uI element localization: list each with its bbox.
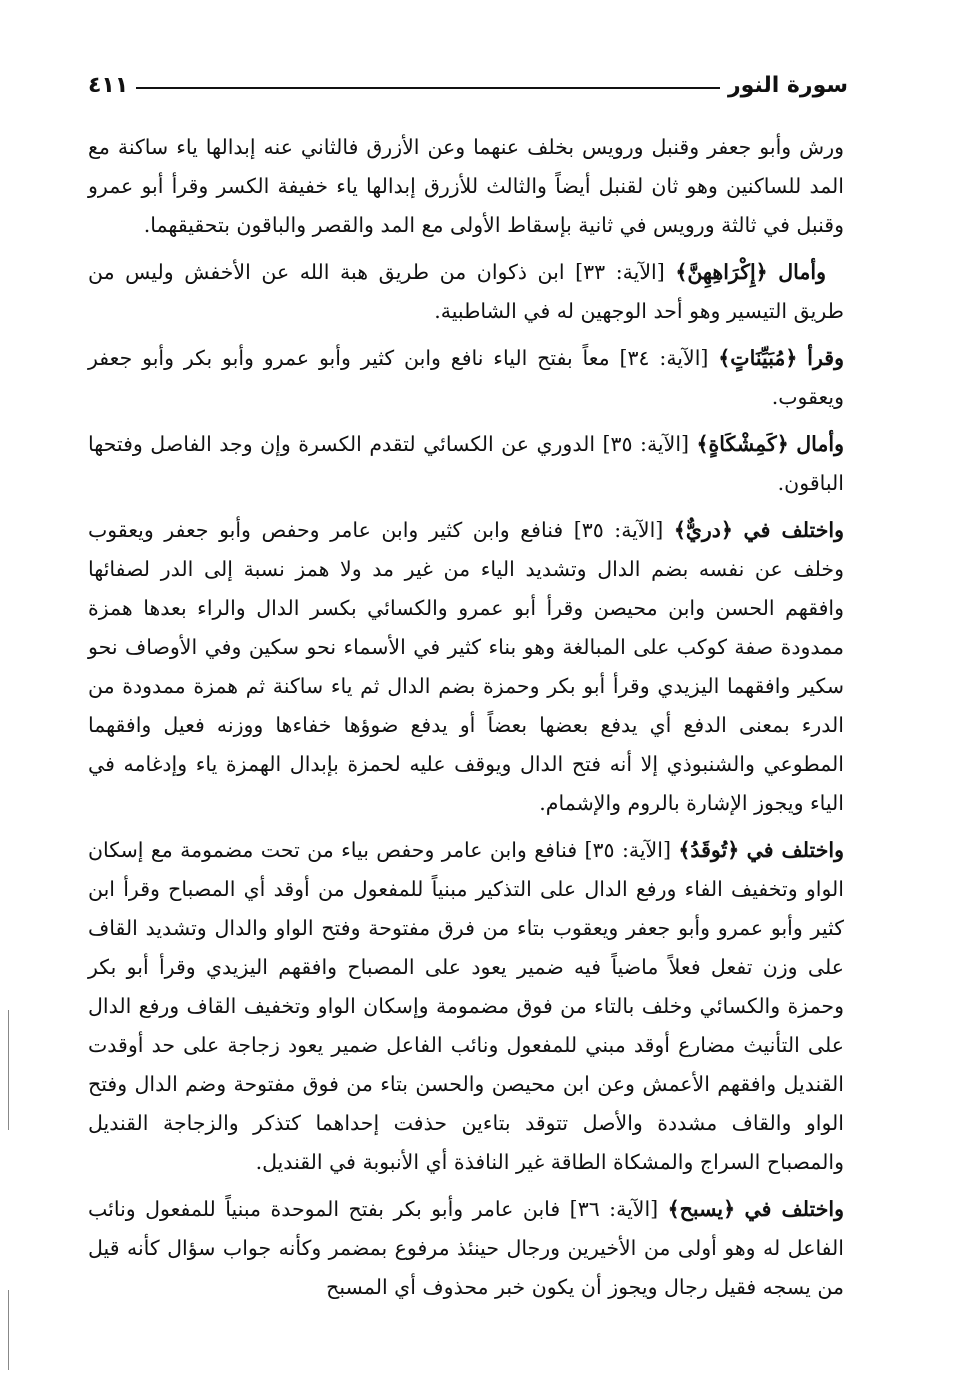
quran-word: ﴿مُبَيِّنَاتٍ﴾ — [718, 346, 798, 370]
paragraph-lead: وأمال — [796, 432, 844, 456]
paragraph-text: [الآية: ٣٥] فنافع وابن عامر وحفص بياء من تحت مضمومة مع إسكان الواو وتخفيف الفاء ورفع الدال على التذكير مبنياً للمفعول من أوقد أي المصباح وقرأ ابن كثير وأبو عمرو وأبو جعفر ويعقوب بتاء من فرق مفتوحة وفتح الواو والدال وتشديد القاف على وزن تفعل فعلاً ماضياً فيه ضمير يعود على المصباح وافقهم اليزيدي وقرأ أبو بكر وحمزة والكسائي وخلف بالتاء من فوق مضمومة وإسكان الواو وتخفيف القاف ورفع الدال على التأنيث مضارع أوقد مبني للمفعول ونائب الفاعل ضمير يعود زجاجة على حد أوقدت القنديل وافقهم الأعمش وعن ابن محيصن والحسن بتاء من فوق مفتوحة وضم الدال وفتح الواو والقاف مشددة والأصل تتوقد بتاءين حذفت إحداهما كتذكر والزجاجة القنديل والمصباح السراج والمشكاة الطاقة غير النافذة أي الأنبوبة في القنديل. — [88, 838, 844, 1174]
paragraph-7 — [88, 1190, 844, 1307]
paragraph-lead: واختلف في — [743, 518, 844, 542]
quran-word: ﴿إِكْرَاهِهِنَّ﴾ — [675, 260, 768, 284]
header-rule — [136, 87, 720, 89]
paragraph-text: [الآية: ٣٥] الدوري عن الكسائي لتقدم الكسرة وإن وجد الفاصل وفتحها الباقون. — [88, 432, 844, 495]
page-number: ٤١١ — [88, 73, 129, 98]
scan-edge-mark — [8, 1290, 9, 1370]
paragraph-text: [الآية: ٣٥] فنافع وابن كثير وابن عامر وحفص وأبو جعفر ويعقوب وخلف عن نفسه بضم الدال وتشديد الياء من غير مد ولا همز نسبة إلى الدر لصفائها وافقهم الحسن وابن محيصن وقرأ أبو عمرو والكسائي بكسر الدال والراء بعدها همزة ممدودة صفة كوكب على المبالغة وهو بناء كثير في الأسماء نحو سكين وفي الأوصاف نحو سكير وافقهما اليزيدي وقرأ أبو بكر وحمزة بضم الدال ثم ياء ساكنة ثم همزة ممدودة من الدرء بمعنى الدفع أي يدفع بعضها بعضاً أو يدفع ضوؤها خفاءها ووزنه فعيل وافقهما المطوعي والشنبوذي إلا أنه فتح الدال ويوقف عليه لحمزة بإبدال الهمزة ياء وإدغامه في الياء ويجوز الإشارة بالروم والإشمام. — [88, 518, 844, 815]
page-body — [88, 128, 844, 1315]
page-header — [88, 58, 848, 98]
quran-word: ﴿كَمِشْكَاةٍ﴾ — [696, 432, 789, 456]
paragraph-lead: وأمال — [778, 260, 826, 284]
paragraph-2 — [88, 253, 844, 331]
paragraph-1 — [88, 128, 844, 245]
paragraph-lead: واختلف في — [746, 838, 844, 862]
quran-word: ﴿يسبح﴾ — [667, 1197, 736, 1221]
quran-word: ﴿تُوقَدُ﴾ — [678, 838, 740, 862]
paragraph-lead: واختلف في — [744, 1197, 844, 1221]
paragraph-5 — [88, 511, 844, 823]
paragraph-3 — [88, 339, 844, 417]
paragraph-text: ورش وأبو جعفر وقنبل ورويس بخلف عنهما وعن الأزرق فالثاني عنه إبدالها ياء ساكنة مع المد للساكنين وهو ثان لقنبل أيضاً والثالث للأزرق إبدالها ياء خفيفة الكسر وقرأ أبو عمرو وقنبل في ثالثة ورويس في ثانية بإسقاط الأولى مع المد والقصر والباقون بتحقيقهما. — [88, 135, 844, 237]
paragraph-lead: وقرأ — [807, 346, 844, 370]
paragraph-text: [الآية: ٣٤] معاً بفتح الياء نافع وابن كثير وأبو عمرو وأبو بكر وأبو جعفر ويعقوب. — [88, 346, 844, 409]
scan-edge-mark — [8, 1010, 9, 1130]
quran-word: ﴿دريٌّ﴾ — [673, 518, 733, 542]
paragraph-6 — [88, 831, 844, 1182]
paragraph-text: [الآية: ٣٦] فابن عامر وأبو بكر بفتح الموحدة مبنياً للمفعول ونائب الفاعل له وهو أولى من الأخيرين ورجال حينئذ مرفوع بمضمر وكأنه جواب سؤال كأنه قيل من يسجه فقيل رجال ويجوز أن يكون خبر محذوف أي المسبح — [88, 1197, 844, 1299]
surah-title: سورة النور — [728, 73, 848, 98]
paragraph-text: [الآية: ٣٣] ابن ذكوان من طريق هبة الله عن الأخفش وليس من طريق التيسير وهو أحد الوجهين له في الشاطبية. — [88, 260, 844, 323]
paragraph-4 — [88, 425, 844, 503]
